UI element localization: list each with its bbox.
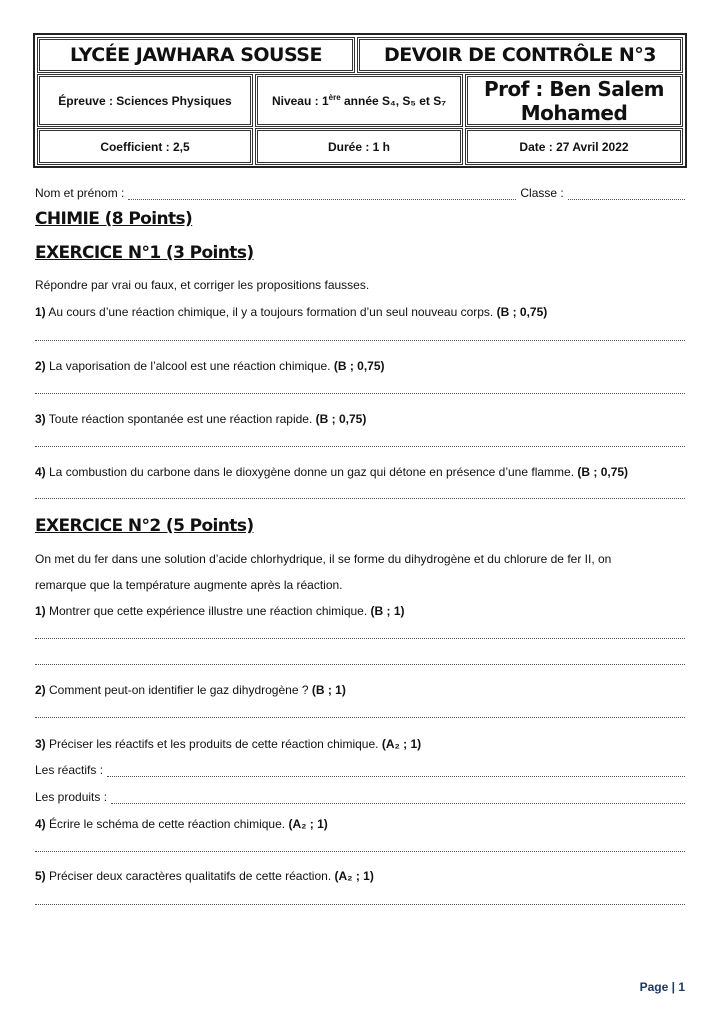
ex1-questions-1-mark: (B ; 0,75) (333, 359, 385, 373)
ex2-questions-0-mark: (B ; 1) (370, 604, 405, 618)
ex2-q1 (35, 604, 405, 618)
ex1-questions-0-text: Au cours d’une réaction chimique, il y a toujours formation d’un seul nouveau corps. (45, 305, 497, 319)
niveau (255, 74, 463, 127)
ex2-questions-1-mark: (B ; 1) (311, 683, 346, 697)
page-label: Page (639, 980, 669, 994)
answer-line[interactable] (35, 851, 685, 852)
answer-line[interactable] (35, 904, 685, 905)
ex2-questions-3-text: Écrire le schéma de cette réaction chimique. (45, 817, 289, 831)
student-info (35, 186, 685, 200)
ex2-questions-4-text: Préciser deux caractères qualitatifs de cette réaction. (45, 869, 335, 883)
ex1-q3 (35, 412, 366, 426)
answer-line[interactable] (35, 446, 685, 447)
ex1-questions-0-num: 1) (35, 305, 46, 319)
ex2-q3 (35, 737, 421, 751)
reactifs-field[interactable] (107, 763, 685, 777)
produits-row (35, 790, 685, 804)
page-separator: | (671, 980, 675, 994)
answer-line[interactable] (35, 664, 685, 665)
ex1-title: EXERCICE N°1 (3 Points) (35, 243, 254, 263)
ex2-q4 (35, 817, 328, 831)
ex1-questions-3-text: La combustion du carbone dans le dioxygène donne un gaz qui détone en présence d’une flamme. (45, 465, 578, 479)
section-title: CHIMIE (8 Points) (35, 209, 193, 229)
ex2-q5 (35, 869, 374, 883)
ex2-questions-1-num: 2) (35, 683, 46, 697)
ex1-q2 (35, 359, 385, 373)
ex2-questions-3-mark: (A₂ ; 1) (288, 817, 328, 831)
name-label: Nom et prénom : (35, 186, 125, 200)
ex2-questions-0-num: 1) (35, 604, 46, 618)
ex2-questions-0-text: Montrer que cette expérience illustre une réaction chimique. (45, 604, 371, 618)
ex1-questions-2-num: 3) (35, 412, 46, 426)
answer-line[interactable] (35, 638, 685, 639)
answer-line[interactable] (35, 498, 685, 499)
prof-line1: Prof : Ben Salem (483, 76, 665, 101)
date: Date : 27 Avril 2022 (465, 128, 683, 165)
ex1-questions-3-mark: (B ; 0,75) (577, 465, 629, 479)
ex2-intro-1: On met du fer dans une solution d’acide chlorhydrique, il se forme du dihydrogène et du chlorure de fer II, on (35, 552, 612, 566)
class-field[interactable] (568, 186, 685, 200)
page-footer (640, 980, 685, 994)
header-table (33, 33, 687, 168)
prof-name (465, 74, 683, 127)
epreuve: Épreuve : Sciences Physiques (37, 74, 253, 127)
ex2-questions-4-num: 5) (35, 869, 46, 883)
ex2-intro-2: remarque que la température augmente après la réaction. (35, 578, 343, 592)
produits-field[interactable] (111, 790, 685, 804)
answer-line[interactable] (35, 717, 685, 718)
exam-title: DEVOIR DE CONTRÔLE N°3 (357, 37, 683, 73)
ex2-questions-2-num: 3) (35, 737, 46, 751)
ex1-questions-1-text: La vaporisation de l’alcool est une réaction chimique. (45, 359, 334, 373)
ex1-questions-0-mark: (B ; 0,75) (496, 305, 548, 319)
ex1-instruction: Répondre par vrai ou faux, et corriger les propositions fausses. (35, 278, 370, 292)
ex2-questions-4-mark: (A₂ ; 1) (334, 869, 374, 883)
reactifs-label: Les réactifs : (35, 763, 104, 777)
answer-line[interactable] (35, 340, 685, 341)
ex2-title: EXERCICE N°2 (5 Points) (35, 516, 254, 536)
produits-label: Les produits : (35, 790, 108, 804)
ex2-questions-2-mark: (A₂ ; 1) (381, 737, 422, 751)
ex2-q2 (35, 683, 346, 697)
coefficient: Coefficient : 2,5 (37, 128, 253, 165)
ex2-questions-3-num: 4) (35, 817, 46, 831)
class-label: Classe : (520, 186, 564, 200)
school-name: LYCÉE JAWHARA SOUSSE (37, 37, 355, 73)
ex2-questions-1-text: Comment peut-on identifier le gaz dihydrogène ? (45, 683, 312, 697)
page-number: 1 (678, 980, 685, 994)
ex2-questions-2-text: Préciser les réactifs et les produits de cette réaction chimique. (45, 737, 382, 751)
niveau-sup: ère (328, 93, 341, 102)
niveau-prefix: Niveau : 1 (271, 94, 329, 108)
ex1-questions-1-num: 2) (35, 359, 46, 373)
duree: Durée : 1 h (255, 128, 463, 165)
ex1-questions-2-text: Toute réaction spontanée est une réaction rapide. (45, 412, 316, 426)
ex1-questions-2-mark: (B ; 0,75) (315, 412, 367, 426)
ex1-questions-3-num: 4) (35, 465, 46, 479)
reactifs-row (35, 763, 685, 777)
answer-line[interactable] (35, 393, 685, 394)
ex1-q4 (35, 465, 628, 479)
niveau-rest: année S₄, S₅ et S₇ (340, 94, 447, 108)
name-field[interactable] (128, 186, 516, 200)
prof-line2: Mohamed (520, 100, 628, 125)
ex1-q1 (35, 305, 547, 319)
